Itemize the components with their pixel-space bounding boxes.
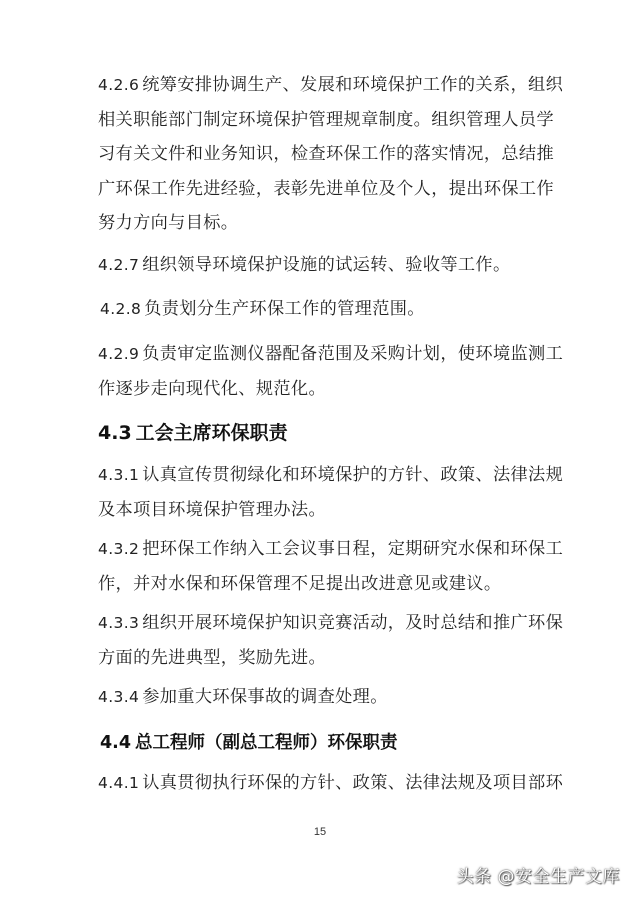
heading-number: 4.3	[98, 422, 132, 444]
paragraph-4-2-9	[98, 337, 568, 406]
paragraph-number: 4.2.6	[98, 76, 140, 94]
paragraph-number: 4.4.1	[98, 774, 140, 792]
paragraph-text: 把环保工作纳入工会议事日程，定期研究水保和环保工作，并对水保和环保管理不足提出改进意见或建议。	[98, 539, 564, 594]
paragraph-number: 4.2.9	[98, 345, 140, 363]
paragraph-4-2-8	[100, 292, 570, 327]
page-number: 15	[313, 826, 327, 838]
paragraph-text: 统筹安排协调生产、发展和环境保护工作的关系，组织相关职能部门制定环境保护管理规章制度。组织管理人员学习有关文件和业务知识，检查环保工作的落实情况，总结推广环保工作先进经验，表彰先进单位及个人，提出环保工作努力方向与目标。	[98, 75, 564, 233]
paragraph-4-3-3	[98, 606, 568, 675]
paragraph-number: 4.2.8	[100, 300, 142, 318]
paragraph-text: 认真贯彻执行环保的方针、政策、法律法规及项目部环	[142, 773, 564, 793]
paragraph-text: 负责划分生产环保工作的管理范围。	[144, 299, 425, 319]
heading-text: 工会主席环保职责	[135, 422, 288, 444]
section-heading-4-3	[98, 418, 288, 448]
heading-number: 4.4	[100, 733, 132, 753]
paragraph-4-3-4	[98, 680, 568, 715]
paragraph-4-2-7	[98, 248, 568, 283]
heading-text: 总工程师（副总工程师）环保职责	[135, 733, 398, 753]
section-heading-4-4	[100, 728, 398, 758]
paragraph-number: 4.3.3	[98, 614, 140, 632]
paragraph-text: 参加重大环保事故的调查处理。	[142, 687, 388, 707]
paragraph-4-3-2	[98, 532, 568, 601]
paragraph-number: 4.3.4	[98, 688, 140, 706]
paragraph-text: 负责审定监测仪器配备范围及采购计划，使环境监测工作逐步走向现代化、规范化。	[98, 344, 564, 399]
paragraph-4-4-1	[98, 766, 568, 801]
paragraph-number: 4.2.7	[98, 256, 140, 274]
paragraph-4-2-6	[98, 68, 568, 241]
paragraph-text: 组织领导环境保护设施的试运转、验收等工作。	[142, 255, 511, 275]
paragraph-text: 认真宣传贯彻绿化和环境保护的方针、政策、法律法规及本项目环境保护管理办法。	[98, 465, 564, 520]
paragraph-number: 4.3.1	[98, 466, 140, 484]
paragraph-text: 组织开展环境保护知识竞赛活动，及时总结和推广环保方面的先进典型，奖励先进。	[98, 613, 564, 668]
paragraph-4-3-1	[98, 458, 568, 527]
paragraph-number: 4.3.2	[98, 540, 140, 558]
watermark-text: 头条 @安全生产文库	[456, 867, 620, 887]
